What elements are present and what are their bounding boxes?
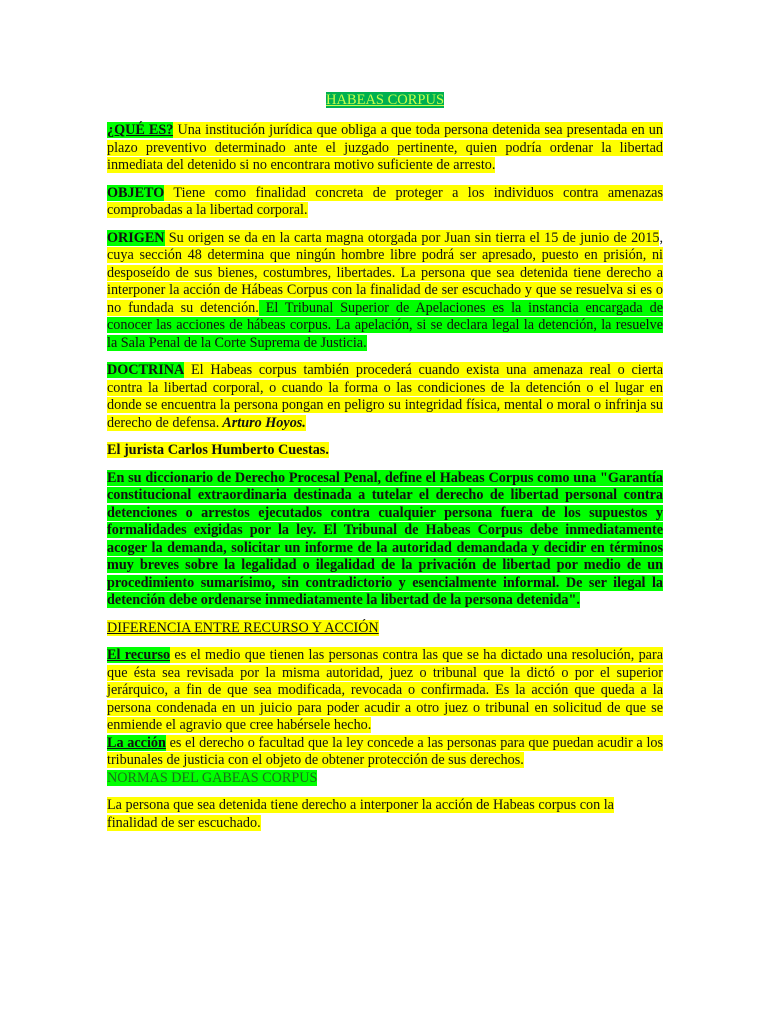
doctrina-paragraph [107, 362, 663, 432]
que-es-paragraph [107, 122, 663, 175]
jurista-paragraph [107, 442, 663, 460]
origen-label: ORIGEN [107, 229, 165, 246]
normas-heading-paragraph [107, 770, 663, 788]
doctrina-text: El Habeas corpus también procederá cuando exista una amenaza real o cierta contra la libertad corporal, o cuando la forma o las condiciones de la detención o el lugar en donde se encuentra la persona pongan en peligro su integridad física, mental o moral o infrinja su derecho de defensa. [107, 362, 663, 431]
accion-paragraph [107, 735, 663, 770]
que-es-text: Una institución jurídica que obliga a que toda persona detenida sea presentada en un plazo preventivo determinado ante el juzgado pertinente, quien podría ordenar la libertad inmediata del detenido si no encontrara motivo suficiente de arresto. [107, 122, 663, 173]
normas-paragraph [107, 797, 663, 832]
origen-text-2: cuya sección 48 determina que ningún hombre libre podrá ser apresado, puesto en prisión, ni desposeído de sus bienes, costumbres, libertades. La persona que sea detenida tiene derecho a interponer la acción de Hábeas Corpus con la finalidad de ser escuchado y que se resuelva si es o no fundada su detención. [107, 247, 663, 316]
recurso-label: El recurso [107, 647, 171, 663]
objeto-paragraph [107, 185, 663, 220]
accion-text: es el derecho o facultad que la ley concede a las personas para que puedan acudir a los tribunales de justicia con el objeto de obtener protección de sus derechos. [107, 734, 664, 768]
page-title [107, 92, 663, 109]
diferencia-heading-paragraph [107, 620, 663, 638]
objeto-text: Tiene como finalidad concreta de proteger a los individuos contra amenazas comprobadas a la libertad corporal. [107, 184, 663, 218]
normas-heading: NORMAS DEL GABEAS CORPUS [107, 769, 318, 786]
diccionario-paragraph [107, 470, 663, 610]
origen-paragraph [107, 230, 663, 353]
title-text: HABEAS CORPUS [325, 92, 445, 108]
doctrina-label: DOCTRINA [107, 362, 185, 378]
objeto-label: OBJETO [107, 184, 165, 201]
accion-label: La acción [107, 734, 166, 751]
origen-separator: , [659, 229, 663, 246]
recurso-text: es el medio que tienen las personas contra las que se ha dictado una resolución, para que ésta sea revisada por la misma autoridad, juez o tribunal que la dictó o por el superior jerárquico, a fin de que sea modificada, revocada o confirmada. Es la acción que queda a la persona condenada en un juicio para poder acudir a otro juez o tribunal en solicitud de que se enmiende el agravio que cree habérsele hecho. [107, 647, 664, 733]
normas-text: La persona que sea detenida tiene derecho a interponer la acción de Habeas corpus con la finalidad de ser escuchado. [107, 797, 614, 831]
que-es-label: ¿QUÉ ES? [107, 122, 174, 138]
diccionario-text: En su diccionario de Derecho Procesal Penal, define el Habeas Corpus como una "Garantía constitucional extraordinaria destinada a tutelar el derecho de libertad personal contra detenciones o arrestos ejecutados contra cualquier persona fuera de los supuestos y formalidades exigidas por la ley. El Tribunal de Habeas Corpus debe inmediatamente acoger la demanda, solicitar un informe de la autoridad demandada y decidir en términos muy breves sobre la legalidad o ilegalidad de la privación de libertad por medio de un procedimiento sumarísimo, sin contradictorio y esencialmente informal. De ser ilegal la detención debe ordenarse inmediatamente la libertad de la persona detenida". [107, 469, 663, 608]
recurso-paragraph [107, 647, 663, 735]
diferencia-heading: DIFERENCIA ENTRE RECURSO Y ACCIÓN [107, 619, 379, 636]
doctrina-author: Arturo Hoyos. [219, 414, 306, 431]
origen-text-1: Su origen se da en la carta magna otorgada por Juan sin tierra el 15 de junio de 2015 [164, 229, 660, 246]
jurista-text: El jurista Carlos Humberto Cuestas. [107, 442, 329, 458]
origen-text-3: El Tribunal Superior de Apelaciones es la instancia encargada de conocer las acciones de hábeas corpus. La apelación, si se declara legal la detención, la resuelve la Sala Penal de la Corte Suprema de Justicia. [107, 299, 663, 351]
